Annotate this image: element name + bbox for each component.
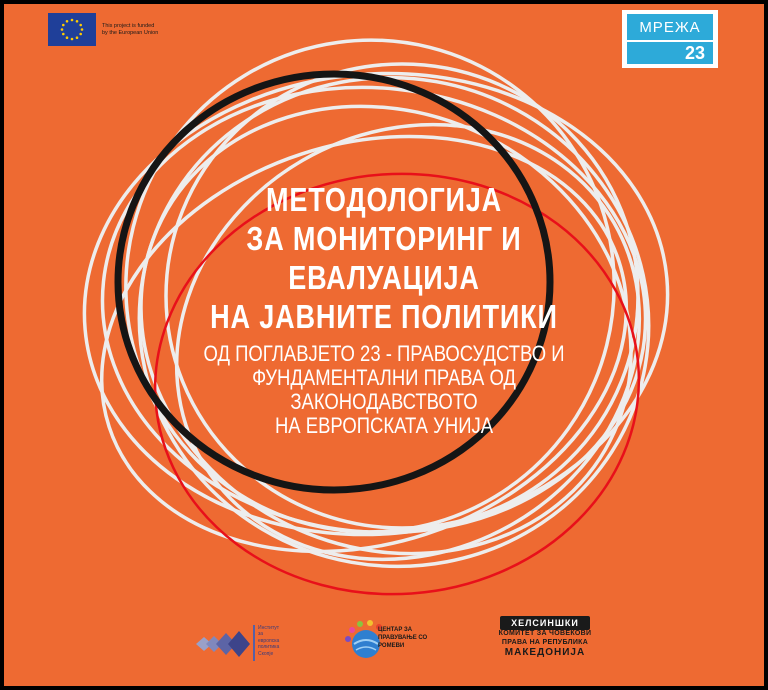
helsinki-banner: ХЕЛСИНШКИ — [500, 616, 590, 630]
roma-center-line: ЦЕНТАР ЗА — [378, 627, 413, 633]
title-line: ЕВАЛУАЦИЈА — [288, 259, 480, 296]
badge-divider — [627, 40, 713, 42]
subtitle-line: ФУНДАМЕНТАЛНИ ПРАВА ОД — [252, 365, 516, 390]
subtitle-line: НА ЕВРОПСКАТА УНИЈА — [274, 413, 494, 438]
eu-caption-line: This project is funded — [102, 23, 155, 29]
eu-caption-line: by the European Union — [102, 30, 159, 36]
institute-logo-icon — [192, 627, 252, 661]
institute-line: за — [258, 631, 264, 638]
network-23-badge — [622, 10, 718, 68]
roma-center-line: ПРАВУВАЊЕ СО — [378, 635, 428, 641]
institute-logo-bar — [253, 625, 255, 661]
subtitle-line: ЗАКОНОДАВСТВОТО — [290, 389, 478, 414]
institute-logo-text — [258, 625, 302, 657]
badge-number: 23 — [684, 43, 705, 63]
helsinki-line: КОМИТЕТ ЗА ЧОВЕКОВИ — [498, 630, 592, 637]
title-line: ЗА МОНИТОРИНГ И — [246, 220, 522, 257]
document-title — [195, 180, 572, 336]
roma-center-logo — [344, 614, 444, 664]
eu-caption — [102, 23, 192, 37]
title-line: НА ЈАВНИТЕ ПОЛИТИКИ — [210, 298, 558, 335]
institute-logo — [192, 619, 302, 665]
roma-center-line: РОМЕВИ — [378, 643, 405, 649]
badge-panel — [627, 14, 713, 64]
institute-line: Скопје — [258, 650, 274, 657]
roma-center-text — [378, 626, 448, 650]
eu-funding-notice — [48, 13, 192, 46]
book-cover — [4, 4, 764, 686]
institute-line: Институт — [258, 625, 280, 631]
helsinki-committee-logo — [490, 616, 600, 666]
helsinki-line: ПРАВА НА РЕПУБЛИКА — [501, 638, 589, 646]
subtitle-line: ОД ПОГЛАВЈЕТО 23 - ПРАВОСУДСТВО И — [203, 341, 565, 366]
helsinki-country: МАКЕДОНИЈА — [504, 647, 586, 658]
document-subtitle — [191, 342, 577, 438]
institute-line: политика — [258, 644, 280, 651]
eu-flag-icon — [48, 13, 96, 46]
institute-line: европска — [258, 637, 280, 644]
title-line: МЕТОДОЛОГИЈА — [265, 181, 503, 218]
badge-word: МРЕЖА — [639, 19, 701, 36]
